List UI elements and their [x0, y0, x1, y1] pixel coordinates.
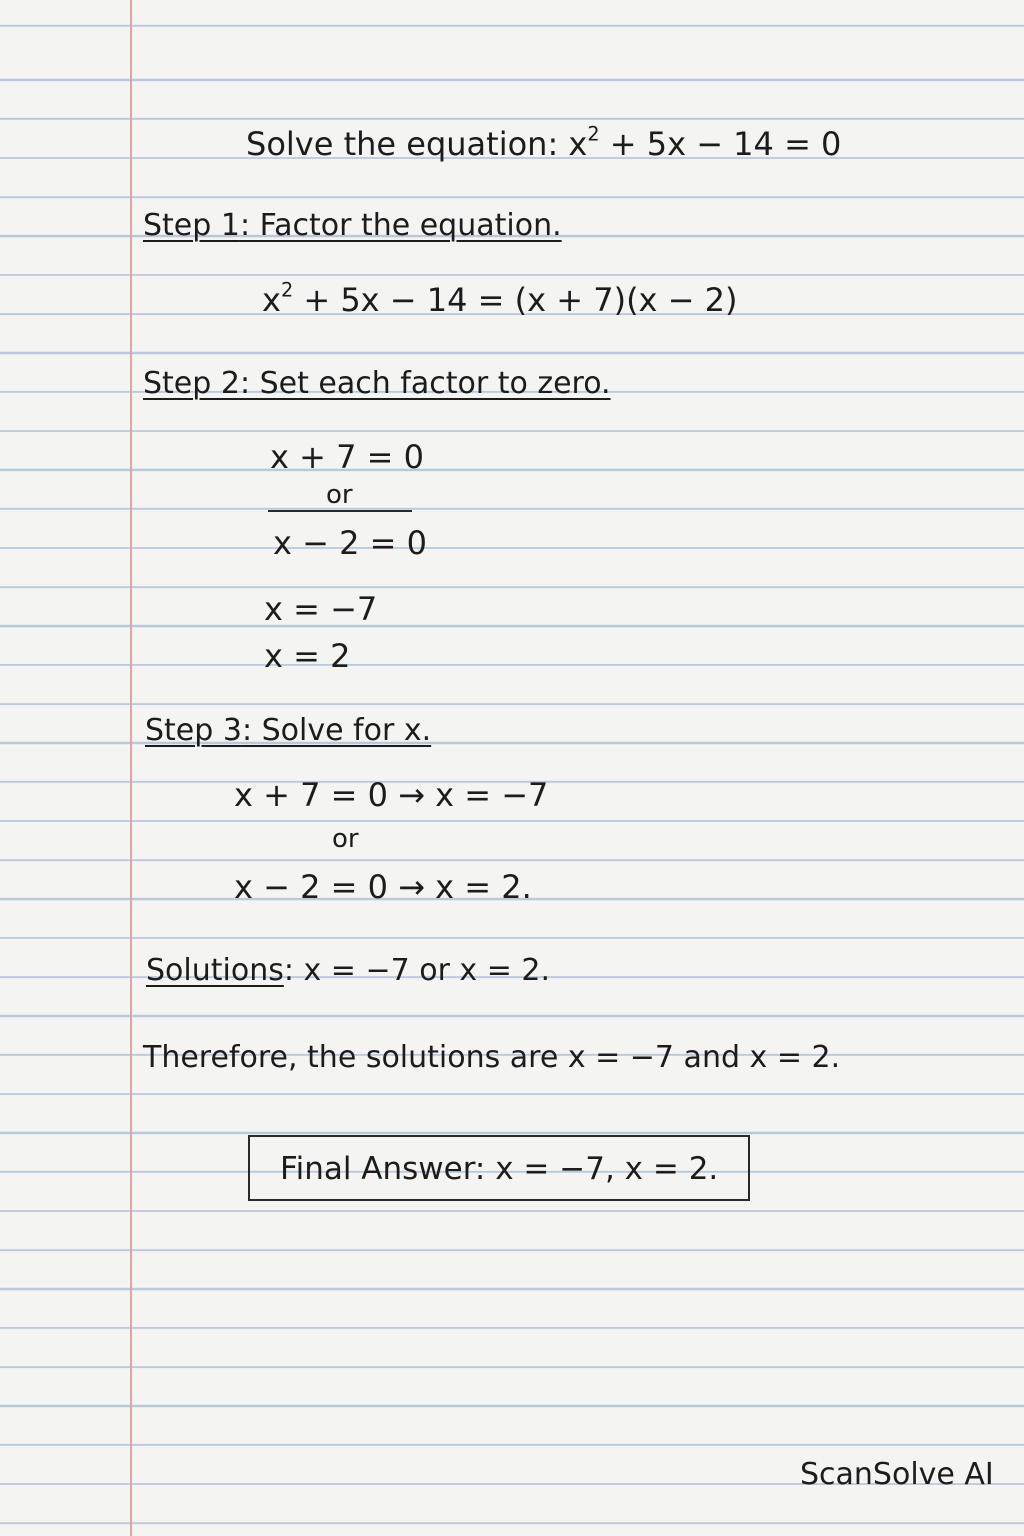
problem-statement: Solve the equation: $x^2 + 5x - 14 = 0$ [246, 122, 842, 163]
step-2-heading: Step 2: Set each factor to zero. [143, 366, 611, 401]
factored-equation: $x^2 + 5x - 14 = (x + 7)(x - 2)$ [262, 278, 738, 319]
margin-line [130, 0, 132, 1536]
brand-signature: ScanSolve AI [800, 1457, 994, 1492]
divider-line [268, 510, 412, 512]
root-2: x = 2 [264, 637, 351, 675]
solutions-line: Solutions: x = −7 or x = 2. [146, 953, 551, 988]
or-label: or [326, 480, 353, 510]
or-label-2: or [332, 824, 359, 854]
root-1: x = −7 [264, 590, 378, 628]
solve-line-2: x − 2 = 0 → x = 2. [234, 868, 532, 906]
factor-equation-1: x + 7 = 0 [270, 438, 424, 476]
step-1-heading: Step 1: Factor the equation. [143, 208, 562, 243]
final-answer-text: Final Answer: x = −7, x = 2. [280, 1151, 719, 1187]
conclusion-sentence: Therefore, the solutions are x = −7 and x = 2. [143, 1040, 841, 1075]
solve-line-1: x + 7 = 0 → x = −7 [234, 776, 549, 814]
final-answer-box [248, 1135, 750, 1201]
step-3-heading: Step 3: Solve for x. [145, 713, 432, 748]
factor-equation-2: x − 2 = 0 [273, 524, 427, 562]
